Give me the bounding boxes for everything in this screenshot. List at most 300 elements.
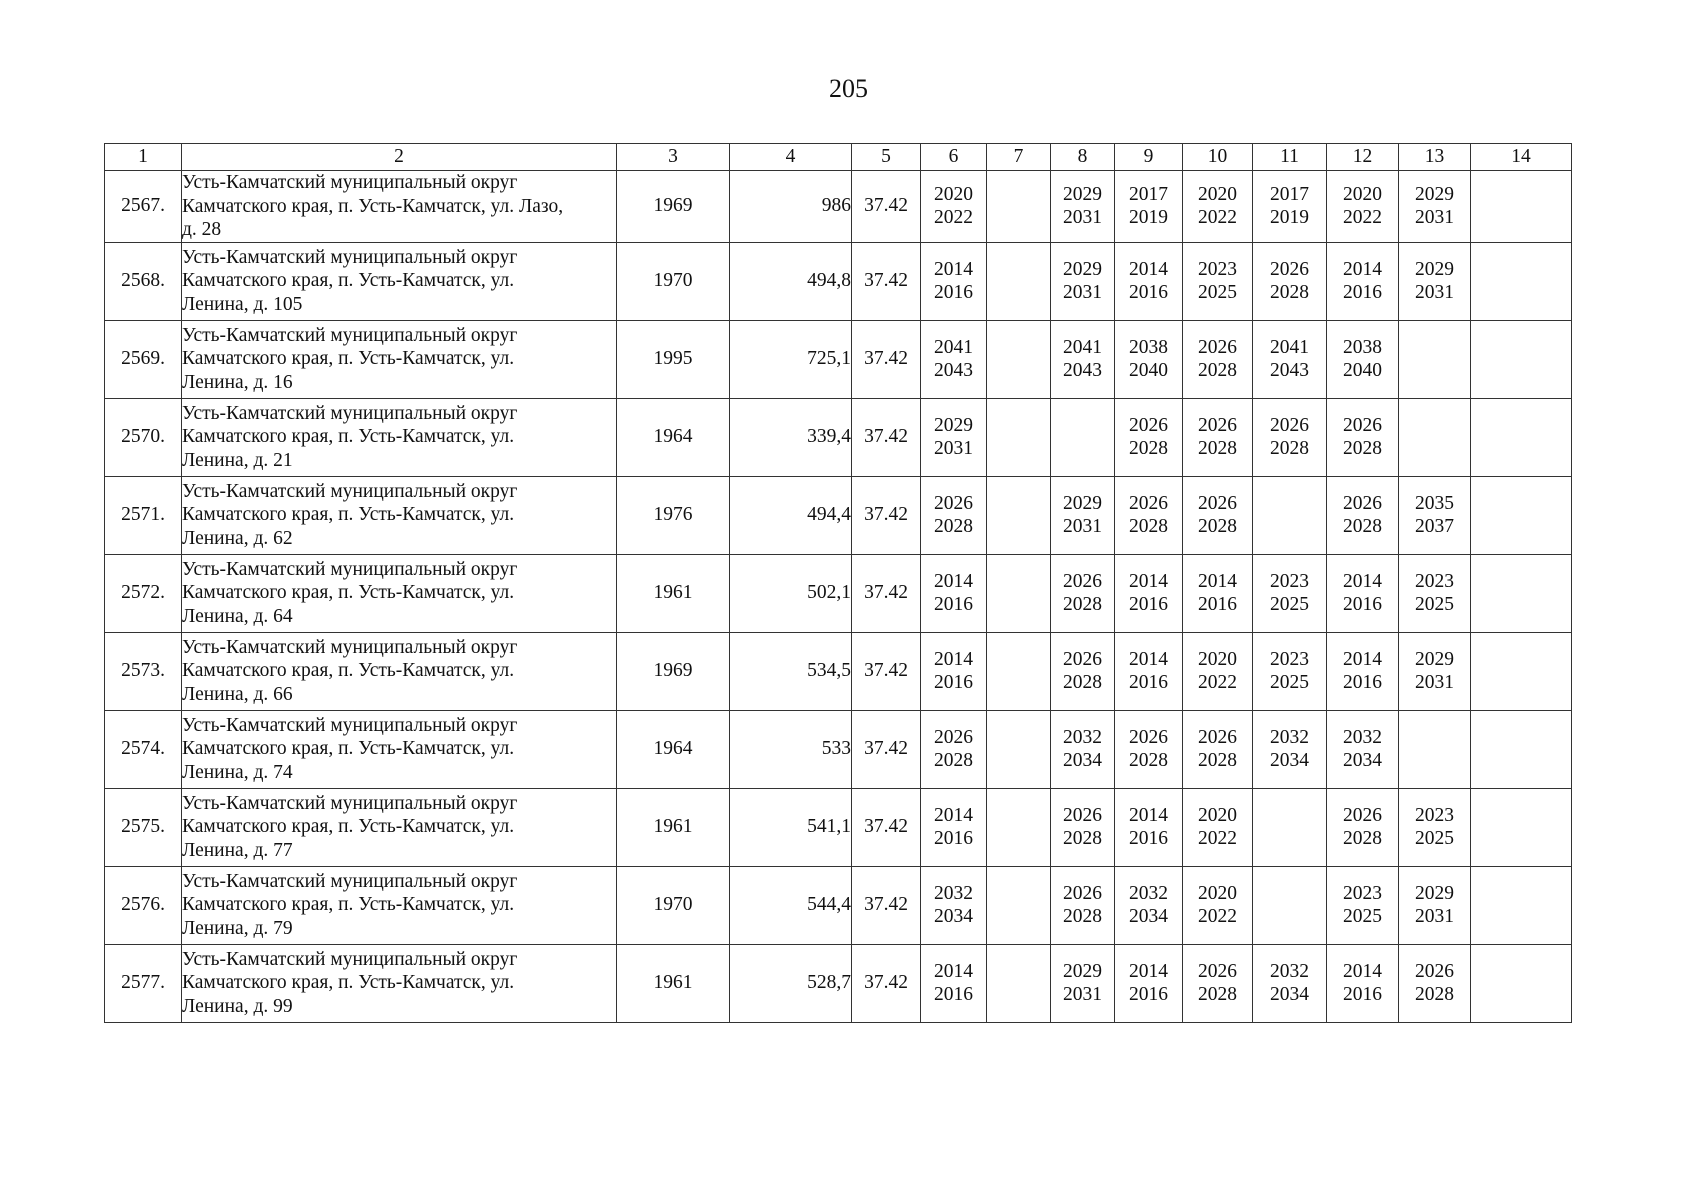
- period-cell-c14: [1471, 632, 1572, 710]
- period-year: 2041: [1063, 336, 1102, 358]
- period-year: 2026: [1415, 960, 1454, 982]
- area-cell: 986: [730, 171, 852, 243]
- code-cell: 37.42: [852, 320, 921, 398]
- address-line: Камчатского края, п. Усть-Камчатск, ул.: [182, 270, 515, 292]
- column-header: 13: [1399, 144, 1471, 171]
- area-cell: 725,1: [730, 320, 852, 398]
- period-cell-c10: [1183, 788, 1253, 866]
- period-year: 2032: [934, 882, 973, 904]
- area-cell: 494,8: [730, 242, 852, 320]
- code-cell: 37.42: [852, 398, 921, 476]
- period-year: 2014: [934, 804, 973, 826]
- period-year: 2028: [1198, 360, 1237, 381]
- period-year: 2026: [1198, 492, 1237, 514]
- period-year: 2037: [1415, 516, 1454, 537]
- code-cell: 37.42: [852, 171, 921, 243]
- period-cell-c11: [1253, 398, 1327, 476]
- period-year: 2031: [1063, 207, 1102, 229]
- column-header: 11: [1253, 144, 1327, 171]
- column-header: 4: [730, 144, 852, 171]
- period-year: 2025: [1415, 828, 1454, 849]
- period-cell-c9: [1115, 944, 1183, 1022]
- period-cell-c11: [1253, 866, 1327, 944]
- period-year: 2028: [1343, 828, 1382, 849]
- row-number: 2573.: [105, 632, 182, 710]
- period-year: 2014: [934, 570, 973, 592]
- address-cell: [182, 398, 617, 476]
- address-cell: [182, 242, 617, 320]
- period-year: 2023: [1198, 258, 1237, 280]
- period-year: 2016: [1343, 984, 1382, 1005]
- period-year: 2031: [934, 438, 973, 459]
- period-cell-c14: [1471, 171, 1572, 243]
- period-cell-c8: [1051, 242, 1115, 320]
- period-cell-c12: [1327, 320, 1399, 398]
- year-cell: 1976: [617, 476, 730, 554]
- period-year: 2043: [934, 360, 973, 381]
- period-cell-c8: [1051, 866, 1115, 944]
- period-year: 2026: [934, 492, 973, 514]
- period-year: 2029: [1415, 648, 1454, 670]
- period-cell-c6: [921, 476, 987, 554]
- period-cell-c12: [1327, 788, 1399, 866]
- period-year: 2028: [1198, 438, 1237, 459]
- row-number: 2576.: [105, 866, 182, 944]
- column-header: 1: [105, 144, 182, 171]
- period-year: 2017: [1270, 183, 1309, 205]
- period-year: 2034: [1063, 750, 1102, 771]
- period-cell-c11: [1253, 788, 1327, 866]
- period-year: 2034: [1129, 906, 1168, 927]
- row-number: 2569.: [105, 320, 182, 398]
- period-year: 2016: [934, 672, 973, 693]
- row-number: 2571.: [105, 476, 182, 554]
- period-cell-c12: [1327, 398, 1399, 476]
- period-year: 2014: [934, 258, 973, 280]
- period-cell-c6: [921, 320, 987, 398]
- period-year: 2014: [1129, 570, 1168, 592]
- period-year: 2028: [1063, 594, 1102, 615]
- period-year: 2031: [1415, 906, 1454, 927]
- area-cell: 502,1: [730, 554, 852, 632]
- period-cell-c9: [1115, 554, 1183, 632]
- period-year: 2029: [1415, 183, 1454, 205]
- period-year: 2028: [1343, 438, 1382, 459]
- year-cell: 1964: [617, 398, 730, 476]
- period-year: 2022: [1198, 672, 1237, 693]
- period-cell-c14: [1471, 398, 1572, 476]
- period-cell-c6: [921, 242, 987, 320]
- period-cell-c12: [1327, 710, 1399, 788]
- period-cell-c10: [1183, 171, 1253, 243]
- period-cell-c10: [1183, 476, 1253, 554]
- period-cell-c6: [921, 866, 987, 944]
- code-cell: 37.42: [852, 554, 921, 632]
- period-year: 2031: [1063, 984, 1102, 1005]
- period-year: 2034: [1270, 984, 1309, 1005]
- period-cell-c7: [987, 171, 1051, 243]
- period-cell-c7: [987, 866, 1051, 944]
- period-year: 2020: [1198, 804, 1237, 826]
- period-cell-c14: [1471, 788, 1572, 866]
- table-row: [105, 171, 1572, 243]
- period-cell-c11: [1253, 554, 1327, 632]
- period-year: 2022: [1343, 207, 1382, 229]
- period-year: 2031: [1415, 207, 1454, 229]
- address-line: Усть-Камчатский муниципальный округ: [182, 480, 518, 502]
- address-line: Усть-Камчатский муниципальный округ: [182, 324, 518, 346]
- period-year: 2016: [1129, 594, 1168, 615]
- period-year: 2029: [1415, 258, 1454, 280]
- year-cell: 1970: [617, 866, 730, 944]
- period-cell-c11: [1253, 476, 1327, 554]
- period-cell-c6: [921, 171, 987, 243]
- period-year: 2016: [1343, 282, 1382, 303]
- period-cell-c6: [921, 398, 987, 476]
- address-line: Камчатского края, п. Усть-Камчатск, ул. Лазо,: [182, 195, 564, 217]
- period-cell-c11: [1253, 320, 1327, 398]
- period-cell-c9: [1115, 476, 1183, 554]
- period-year: 2023: [1415, 804, 1454, 826]
- year-cell: 1969: [617, 171, 730, 243]
- period-cell-c10: [1183, 866, 1253, 944]
- address-line: Усть-Камчатский муниципальный округ: [182, 714, 518, 736]
- period-year: 2023: [1415, 570, 1454, 592]
- column-header: 10: [1183, 144, 1253, 171]
- table-row: [105, 944, 1572, 1022]
- area-cell: 494,4: [730, 476, 852, 554]
- registry-table: [104, 143, 1572, 1023]
- period-cell-c8: [1051, 554, 1115, 632]
- column-header: 12: [1327, 144, 1399, 171]
- period-year: 2016: [1129, 828, 1168, 849]
- column-header: 6: [921, 144, 987, 171]
- period-cell-c12: [1327, 866, 1399, 944]
- address-line: Камчатского края, п. Усть-Камчатск, ул.: [182, 660, 515, 682]
- row-number: 2572.: [105, 554, 182, 632]
- address-line: Усть-Камчатский муниципальный округ: [182, 402, 518, 424]
- period-cell-c6: [921, 788, 987, 866]
- year-cell: 1969: [617, 632, 730, 710]
- address-cell: [182, 632, 617, 710]
- period-year: 2029: [1063, 960, 1102, 982]
- period-year: 2028: [1198, 750, 1237, 771]
- row-number: 2567.: [105, 171, 182, 243]
- period-year: 2026: [1063, 570, 1102, 592]
- address-line: Ленина, д. 64: [182, 605, 293, 627]
- period-cell-c7: [987, 398, 1051, 476]
- address-line: Ленина, д. 62: [182, 527, 293, 549]
- area-cell: 544,4: [730, 866, 852, 944]
- period-year: 2026: [1129, 492, 1168, 514]
- period-year: 2041: [1270, 336, 1309, 358]
- period-cell-c6: [921, 710, 987, 788]
- address-line: Камчатского края, п. Усть-Камчатск, ул.: [182, 426, 515, 448]
- period-year: 2028: [1415, 984, 1454, 1005]
- table-row: [105, 476, 1572, 554]
- column-header: 8: [1051, 144, 1115, 171]
- period-cell-c10: [1183, 944, 1253, 1022]
- period-year: 2040: [1129, 360, 1168, 381]
- period-cell-c14: [1471, 710, 1572, 788]
- period-cell-c12: [1327, 944, 1399, 1022]
- column-header: 14: [1471, 144, 1572, 171]
- period-year: 2025: [1270, 594, 1309, 615]
- area-cell: 528,7: [730, 944, 852, 1022]
- area-cell: 541,1: [730, 788, 852, 866]
- period-year: 2022: [1198, 828, 1237, 849]
- period-cell-c6: [921, 944, 987, 1022]
- period-cell-c10: [1183, 398, 1253, 476]
- year-cell: 1970: [617, 242, 730, 320]
- address-line: Ленина, д. 105: [182, 293, 303, 315]
- period-year: 2026: [1129, 414, 1168, 436]
- period-year: 2026: [1343, 804, 1382, 826]
- period-year: 2014: [1343, 648, 1382, 670]
- address-line: Камчатского края, п. Усть-Камчатск, ул.: [182, 816, 515, 838]
- address-cell: [182, 866, 617, 944]
- period-year: 2041: [934, 336, 973, 358]
- period-cell-c6: [921, 554, 987, 632]
- address-line: Камчатского края, п. Усть-Камчатск, ул.: [182, 348, 515, 370]
- code-cell: 37.42: [852, 242, 921, 320]
- address-line: Камчатского края, п. Усть-Камчатск, ул.: [182, 738, 515, 760]
- period-year: 2022: [1198, 207, 1237, 229]
- period-cell-c7: [987, 554, 1051, 632]
- period-year: 2034: [1270, 750, 1309, 771]
- period-year: 2034: [1343, 750, 1382, 771]
- period-cell-c13: [1399, 171, 1471, 243]
- period-cell-c7: [987, 944, 1051, 1022]
- period-cell-c11: [1253, 171, 1327, 243]
- period-cell-c13: [1399, 866, 1471, 944]
- table-row: [105, 866, 1572, 944]
- year-cell: 1964: [617, 710, 730, 788]
- period-year: 2016: [1129, 984, 1168, 1005]
- period-cell-c13: [1399, 476, 1471, 554]
- period-year: 2026: [1270, 414, 1309, 436]
- period-year: 2014: [1343, 258, 1382, 280]
- period-year: 2028: [1270, 282, 1309, 303]
- period-cell-c10: [1183, 554, 1253, 632]
- period-year: 2020: [1198, 882, 1237, 904]
- period-cell-c13: [1399, 242, 1471, 320]
- period-year: 2016: [934, 282, 973, 303]
- row-number: 2577.: [105, 944, 182, 1022]
- period-cell-c9: [1115, 710, 1183, 788]
- address-line: Усть-Камчатский муниципальный округ: [182, 246, 518, 268]
- period-year: 2028: [934, 750, 973, 771]
- period-year: 2029: [1415, 882, 1454, 904]
- address-cell: [182, 554, 617, 632]
- period-cell-c12: [1327, 476, 1399, 554]
- column-header: 5: [852, 144, 921, 171]
- period-year: 2023: [1343, 882, 1382, 904]
- period-year: 2014: [1129, 258, 1168, 280]
- address-line: Усть-Камчатский муниципальный округ: [182, 870, 518, 892]
- year-cell: 1995: [617, 320, 730, 398]
- period-cell-c13: [1399, 788, 1471, 866]
- period-cell-c7: [987, 632, 1051, 710]
- period-cell-c7: [987, 242, 1051, 320]
- address-line: Ленина, д. 74: [182, 761, 293, 783]
- column-header: 9: [1115, 144, 1183, 171]
- period-cell-c11: [1253, 632, 1327, 710]
- period-cell-c14: [1471, 476, 1572, 554]
- period-year: 2031: [1063, 282, 1102, 303]
- code-cell: 37.42: [852, 632, 921, 710]
- period-year: 2014: [1129, 960, 1168, 982]
- row-number: 2575.: [105, 788, 182, 866]
- address-line: Ленина, д. 79: [182, 917, 293, 939]
- address-cell: [182, 320, 617, 398]
- code-cell: 37.42: [852, 788, 921, 866]
- period-year: 2026: [1063, 804, 1102, 826]
- address-cell: [182, 171, 617, 243]
- period-year: 2026: [1198, 336, 1237, 358]
- period-year: 2014: [934, 648, 973, 670]
- period-cell-c9: [1115, 320, 1183, 398]
- period-year: 2043: [1063, 360, 1102, 381]
- address-line: Камчатского края, п. Усть-Камчатск, ул.: [182, 972, 515, 994]
- period-cell-c11: [1253, 944, 1327, 1022]
- period-year: 2023: [1270, 648, 1309, 670]
- table-row: [105, 398, 1572, 476]
- period-year: 2019: [1270, 207, 1309, 229]
- period-cell-c12: [1327, 242, 1399, 320]
- period-year: 2029: [1063, 492, 1102, 514]
- table-row: [105, 788, 1572, 866]
- period-cell-c14: [1471, 320, 1572, 398]
- period-cell-c6: [921, 632, 987, 710]
- address-line: Ленина, д. 66: [182, 683, 293, 705]
- period-cell-c8: [1051, 320, 1115, 398]
- period-year: 2028: [1129, 750, 1168, 771]
- period-year: 2028: [1129, 516, 1168, 537]
- period-cell-c9: [1115, 398, 1183, 476]
- period-year: 2022: [1198, 906, 1237, 927]
- period-year: 2026: [1063, 882, 1102, 904]
- table-row: [105, 554, 1572, 632]
- period-year: 2020: [934, 183, 973, 205]
- period-cell-c13: [1399, 944, 1471, 1022]
- period-year: 2028: [1198, 984, 1237, 1005]
- period-year: 2029: [934, 414, 973, 436]
- address-line: Усть-Камчатский муниципальный округ: [182, 792, 518, 814]
- period-cell-c14: [1471, 242, 1572, 320]
- period-cell-c9: [1115, 788, 1183, 866]
- period-year: 2026: [1343, 414, 1382, 436]
- period-year: 2023: [1270, 570, 1309, 592]
- table-row: [105, 710, 1572, 788]
- code-cell: 37.42: [852, 476, 921, 554]
- period-year: 2026: [1270, 258, 1309, 280]
- code-cell: 37.42: [852, 866, 921, 944]
- table-row: [105, 242, 1572, 320]
- period-year: 2025: [1270, 672, 1309, 693]
- period-year: 2029: [1063, 258, 1102, 280]
- period-year: 2028: [1063, 906, 1102, 927]
- period-year: 2025: [1198, 282, 1237, 303]
- address-cell: [182, 476, 617, 554]
- address-line: Ленина, д. 77: [182, 839, 293, 861]
- page-number: 205: [829, 74, 868, 103]
- period-year: 2016: [1129, 672, 1168, 693]
- period-year: 2031: [1415, 282, 1454, 303]
- area-cell: 533: [730, 710, 852, 788]
- table-row: [105, 632, 1572, 710]
- address-line: Усть-Камчатский муниципальный округ: [182, 558, 518, 580]
- address-line: Усть-Камчатский муниципальный округ: [182, 636, 518, 658]
- area-cell: 534,5: [730, 632, 852, 710]
- period-cell-c8: [1051, 632, 1115, 710]
- period-cell-c11: [1253, 242, 1327, 320]
- period-cell-c13: [1399, 710, 1471, 788]
- period-year: 2016: [1343, 672, 1382, 693]
- period-year: 2038: [1129, 336, 1168, 358]
- column-header: 3: [617, 144, 730, 171]
- period-cell-c7: [987, 320, 1051, 398]
- period-cell-c14: [1471, 554, 1572, 632]
- period-cell-c9: [1115, 632, 1183, 710]
- table-header: [105, 144, 1572, 171]
- period-cell-c10: [1183, 710, 1253, 788]
- address-line: Усть-Камчатский муниципальный округ: [182, 948, 518, 970]
- period-year: 2028: [1063, 828, 1102, 849]
- period-cell-c7: [987, 788, 1051, 866]
- period-year: 2026: [1198, 726, 1237, 748]
- row-number: 2568.: [105, 242, 182, 320]
- period-cell-c7: [987, 710, 1051, 788]
- period-year: 2026: [1198, 414, 1237, 436]
- period-year: 2020: [1198, 648, 1237, 670]
- period-cell-c10: [1183, 632, 1253, 710]
- period-year: 2014: [1129, 648, 1168, 670]
- period-year: 2025: [1415, 594, 1454, 615]
- row-number: 2570.: [105, 398, 182, 476]
- period-cell-c8: [1051, 788, 1115, 866]
- period-year: 2026: [1343, 492, 1382, 514]
- period-year: 2025: [1343, 906, 1382, 927]
- period-year: 2016: [934, 828, 973, 849]
- period-year: 2016: [934, 594, 973, 615]
- period-year: 2043: [1270, 360, 1309, 381]
- period-year: 2034: [934, 906, 973, 927]
- period-year: 2014: [1343, 570, 1382, 592]
- period-cell-c13: [1399, 320, 1471, 398]
- code-cell: 37.42: [852, 944, 921, 1022]
- year-cell: 1961: [617, 788, 730, 866]
- period-year: 2022: [934, 207, 973, 229]
- address-line: Камчатского края, п. Усть-Камчатск, ул.: [182, 504, 515, 526]
- period-year: 2032: [1270, 726, 1309, 748]
- period-year: 2029: [1063, 183, 1102, 205]
- table-row: [105, 320, 1572, 398]
- period-cell-c9: [1115, 866, 1183, 944]
- address-line: Усть-Камчатский муниципальный округ: [182, 172, 518, 193]
- address-cell: [182, 710, 617, 788]
- period-year: 2019: [1129, 207, 1168, 229]
- period-cell-c10: [1183, 320, 1253, 398]
- period-cell-c7: [987, 476, 1051, 554]
- period-year: 2014: [1129, 804, 1168, 826]
- period-year: 2026: [934, 726, 973, 748]
- address-line: Ленина, д. 99: [182, 995, 293, 1017]
- address-line: Ленина, д. 21: [182, 449, 293, 471]
- column-header: 2: [182, 144, 617, 171]
- table-body: [105, 171, 1572, 1023]
- period-year: 2038: [1343, 336, 1382, 358]
